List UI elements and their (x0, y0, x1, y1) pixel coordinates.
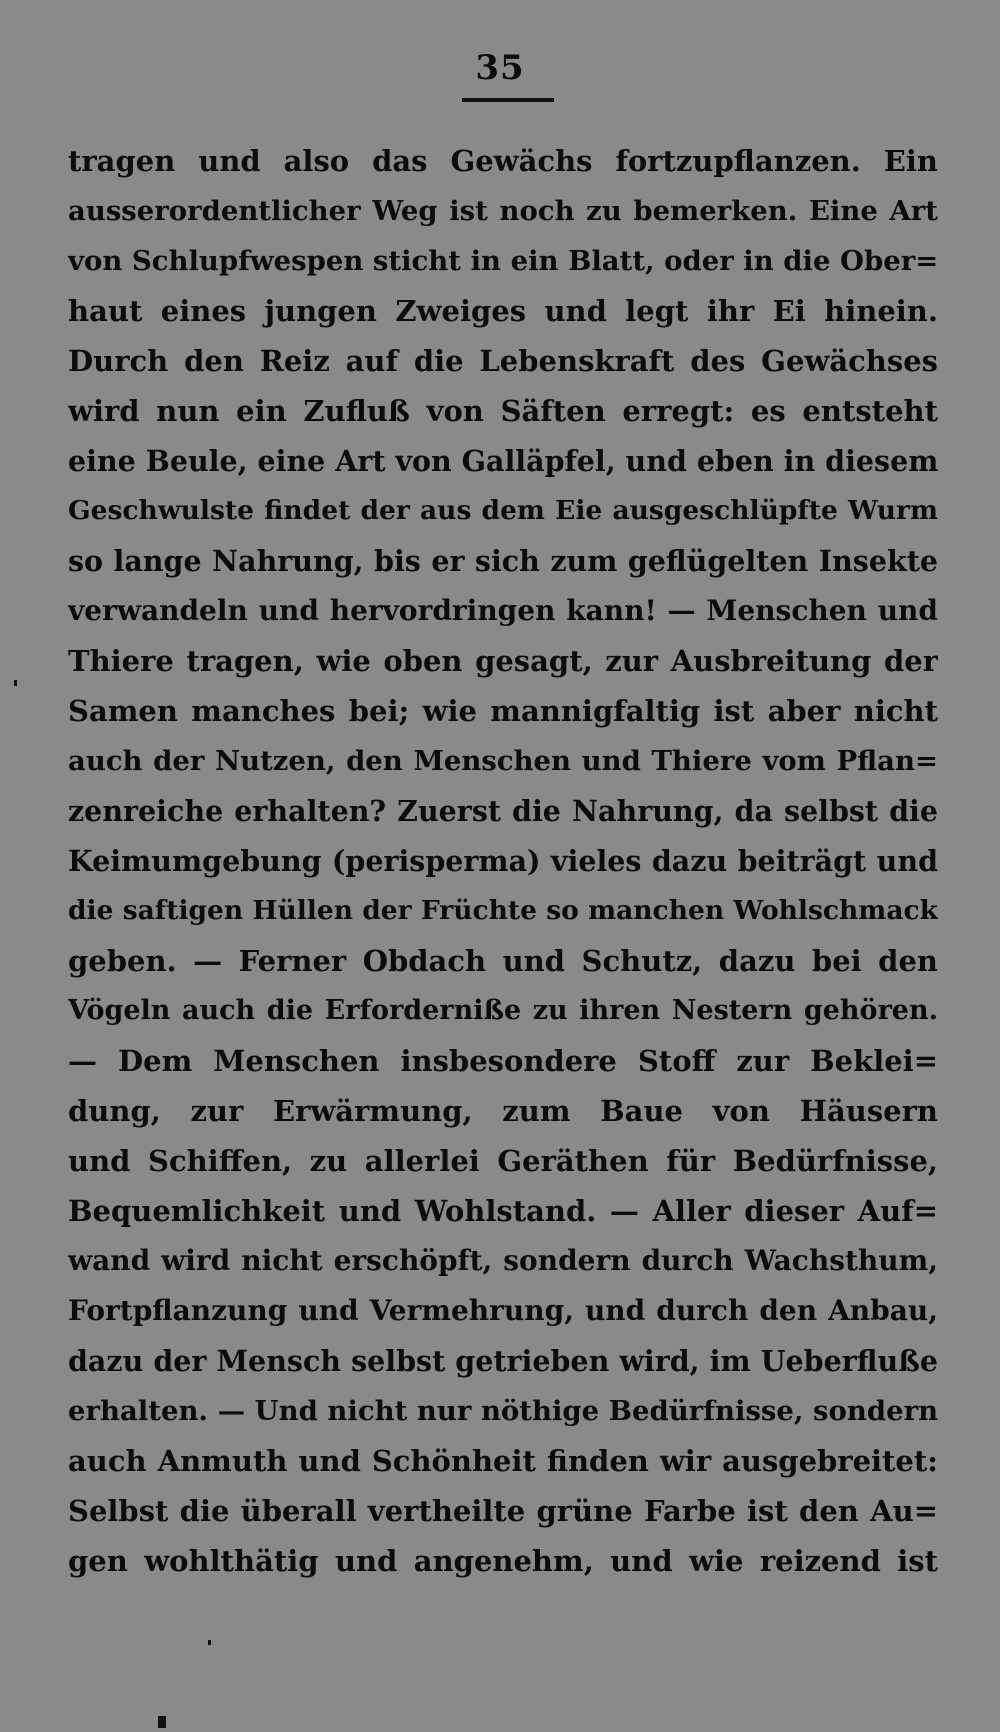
text-line: eine Beule, eine Art von Galläpfel, und eben in diesem (68, 444, 938, 478)
page-number-rule (462, 98, 554, 102)
text-line: zenreiche erhalten? Zuerst die Nahrung, da selbst die (68, 794, 938, 828)
text-line: Bequemlichkeit und Wohlstand. — Aller dieser Auf= (68, 1194, 938, 1228)
text-line: auch der Nutzen, den Menschen und Thiere vom Pflan= (68, 745, 938, 777)
text-line: Fortpflanzung und Vermehrung, und durch den Anbau, (68, 1294, 938, 1327)
text-line: Thiere tragen, wie oben gesagt, zur Ausbreitung der (68, 644, 938, 678)
text-line: dung, zur Erwärmung, zum Baue von Häusern (68, 1094, 938, 1128)
text-line: wand wird nicht erschöpft, sondern durch Wachsthum, (68, 1244, 938, 1277)
text-line: ausserordentlicher Weg ist noch zu bemerken. Eine Art (68, 195, 938, 227)
text-line: Samen manches bei; wie mannigfaltig ist aber nicht (68, 694, 938, 728)
text-line: haut eines jungen Zweiges und legt ihr Ei hinein. (68, 294, 938, 328)
text-line: wird nun ein Zufluß von Säften erregt: es entsteht (68, 394, 938, 428)
scan-speck (208, 1640, 211, 1645)
text-line: von Schlupfwespen sticht in ein Blatt, oder in die Ober= (68, 245, 938, 277)
text-line: auch Anmuth und Schönheit finden wir ausgebreitet: (68, 1444, 938, 1478)
scan-speck (14, 680, 17, 686)
text-line: Geschwulste findet der aus dem Eie ausgeschlüpfte Wurm (68, 495, 938, 526)
scan-speck (158, 1716, 166, 1728)
text-line: die saftigen Hüllen der Früchte so manchen Wohlschmack (68, 895, 938, 926)
text-line: erhalten. — Und nicht nur nöthige Bedürfnisse, sondern (68, 1395, 938, 1427)
text-line: dazu der Mensch selbst getrieben wird, im Ueberfluße (68, 1344, 938, 1378)
text-line: gen wohlthätig und angenehm, und wie reizend ist (68, 1544, 938, 1578)
text-line: — Dem Menschen insbesondere Stoff zur Beklei= (68, 1044, 938, 1078)
text-line: Keimumgebung (perisperma) vieles dazu beiträgt und (68, 844, 938, 878)
text-line: und Schiffen, zu allerlei Geräthen für Bedürfnisse, (68, 1144, 938, 1178)
text-line: tragen und also das Gewächs fortzupflanzen. Ein (68, 144, 938, 178)
text-line: Durch den Reiz auf die Lebenskraft des Gewächses (68, 344, 938, 378)
text-line: Selbst die überall vertheilte grüne Farbe ist den Au= (68, 1494, 938, 1528)
body-text (68, 136, 938, 1586)
text-line: so lange Nahrung, bis er sich zum geflügelten Insekte (68, 544, 938, 578)
text-line: Vögeln auch die Erforderniße zu ihren Nestern gehören. (68, 995, 938, 1026)
text-line: verwandeln und hervordringen kann! — Menschen und (68, 594, 938, 627)
page-number: 35 (475, 48, 525, 88)
text-line: geben. — Ferner Obdach und Schutz, dazu bei den (68, 944, 938, 978)
